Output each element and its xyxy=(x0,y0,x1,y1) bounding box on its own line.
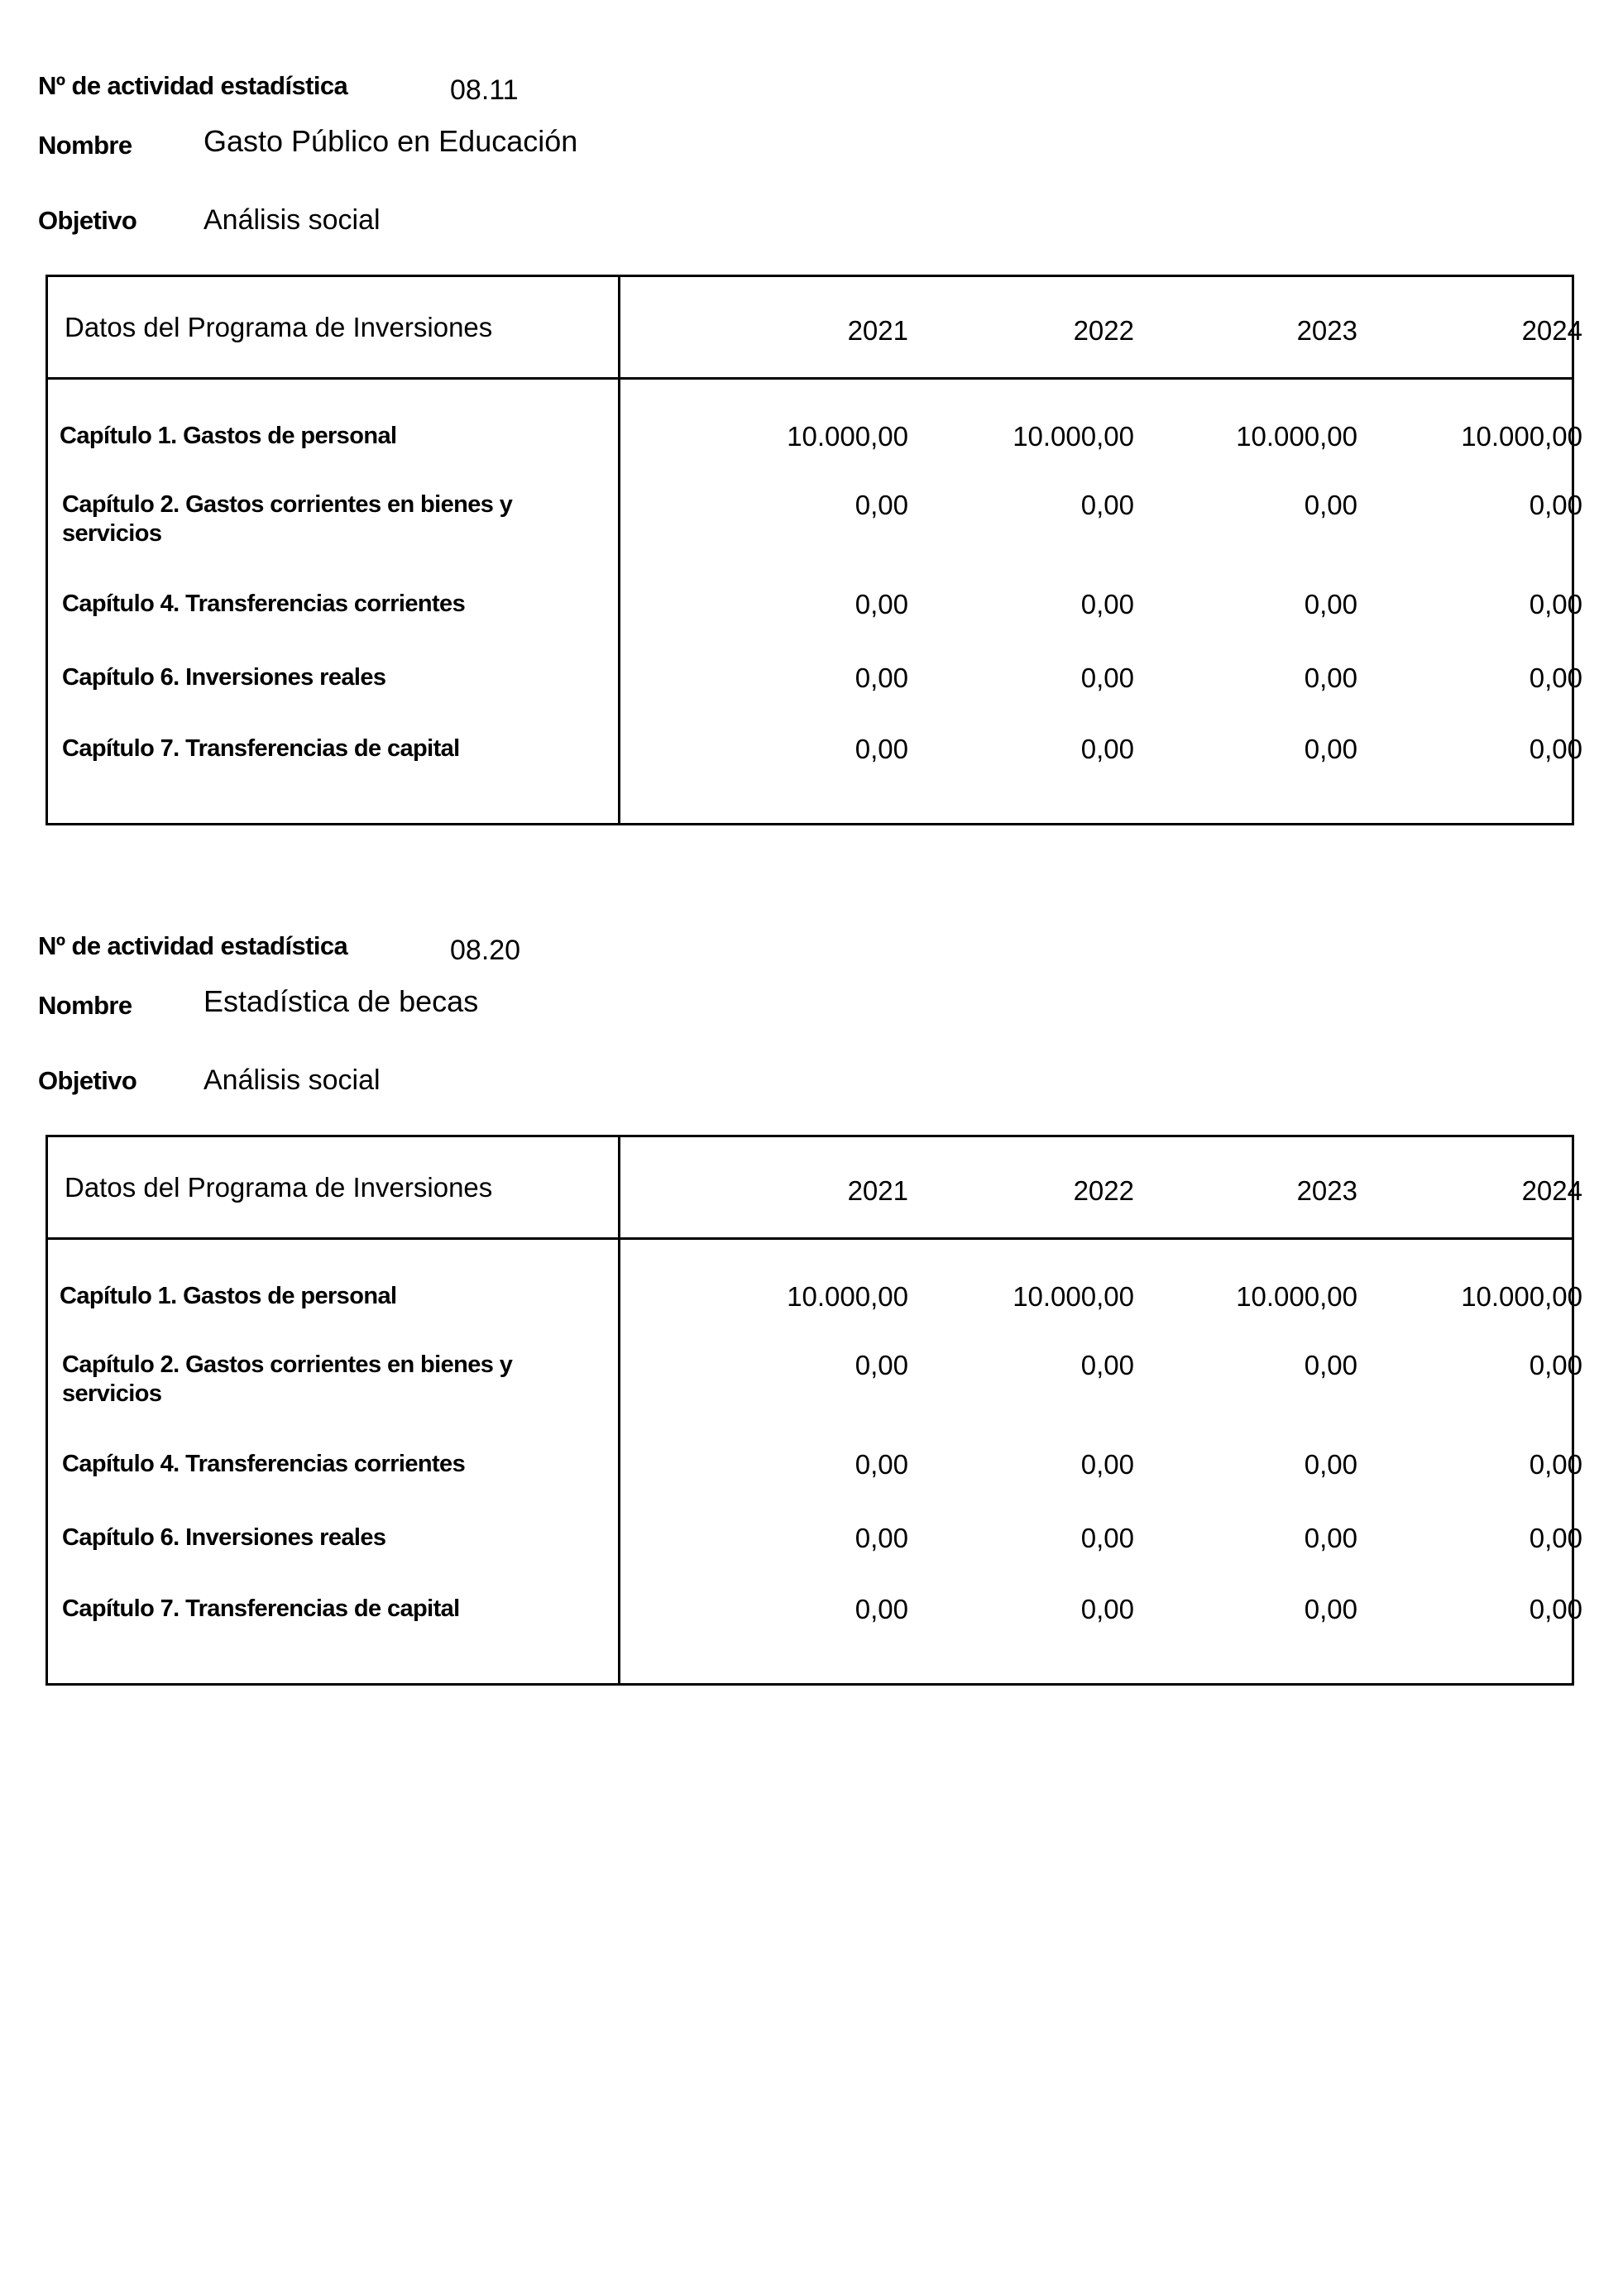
cell-2024: 0,00 xyxy=(1529,662,1582,693)
cell-2022: 0,00 xyxy=(1080,1449,1134,1480)
year-header-2024: 2024 xyxy=(1521,315,1582,346)
cell-2024: 0,00 xyxy=(1529,490,1582,520)
year-header-2022: 2022 xyxy=(1073,1175,1134,1206)
row-label: Capítulo 7. Transferencias de capital xyxy=(62,1595,460,1622)
header-divider xyxy=(48,1237,1572,1240)
year-header-2021: 2021 xyxy=(847,315,908,346)
year-header-2024: 2024 xyxy=(1521,1175,1582,1206)
row-label: Capítulo 7. Transferencias de capital xyxy=(62,735,460,762)
row-label: Capítulo 4. Transferencias corrientes xyxy=(62,591,466,617)
cell-2022: 0,00 xyxy=(1080,1523,1134,1553)
header-divider xyxy=(48,377,1572,380)
cell-2021: 10.000,00 xyxy=(787,421,908,452)
row-label: Capítulo 2. Gastos corrientes en bienes y servicios xyxy=(62,491,513,547)
cell-2024: 10.000,00 xyxy=(1461,1281,1582,1312)
cell-2021: 0,00 xyxy=(855,589,908,619)
year-header-2023: 2023 xyxy=(1296,315,1357,346)
table-row xyxy=(48,1449,1582,1500)
cell-2021: 0,00 xyxy=(855,1523,908,1553)
year-header-2023: 2023 xyxy=(1296,1175,1357,1206)
objective-label: Objetivo xyxy=(38,206,137,235)
cell-2023: 0,00 xyxy=(1304,1523,1357,1553)
cell-2023: 10.000,00 xyxy=(1236,1281,1357,1312)
activity-block-2 xyxy=(0,860,1623,1638)
cell-2022: 0,00 xyxy=(1080,490,1134,520)
table-header-label: Datos del Programa de Inversiones xyxy=(65,1172,493,1203)
cell-2023: 10.000,00 xyxy=(1236,421,1357,452)
row-label: Capítulo 6. Inversiones reales xyxy=(62,1524,386,1551)
row-label: Capítulo 1. Gastos de personal xyxy=(60,423,397,449)
cell-2021: 0,00 xyxy=(855,734,908,764)
table-row xyxy=(48,734,1582,784)
cell-2023: 0,00 xyxy=(1304,734,1357,764)
table-row xyxy=(48,1523,1582,1573)
objective-label: Objetivo xyxy=(38,1066,137,1095)
year-header-2021: 2021 xyxy=(847,1175,908,1206)
cell-2021: 0,00 xyxy=(855,662,908,693)
table-row xyxy=(48,1594,1582,1644)
cell-2021: 0,00 xyxy=(855,1449,908,1480)
row-label: Capítulo 2. Gastos corrientes en bienes y servicios xyxy=(62,1351,513,1407)
table-row xyxy=(48,1281,1582,1332)
cell-2021: 0,00 xyxy=(855,1350,908,1380)
activity-number-value: 08.20 xyxy=(450,935,521,966)
cell-2021: 10.000,00 xyxy=(787,1281,908,1312)
row-label: Capítulo 1. Gastos de personal xyxy=(60,1283,397,1309)
cell-2024: 0,00 xyxy=(1529,1449,1582,1480)
investment-table xyxy=(45,1135,1582,1686)
cell-2023: 0,00 xyxy=(1304,1449,1357,1480)
year-header-2022: 2022 xyxy=(1073,315,1134,346)
cell-2024: 10.000,00 xyxy=(1461,421,1582,452)
name-label: Nombre xyxy=(38,131,132,160)
cell-2022: 0,00 xyxy=(1080,1350,1134,1380)
cell-2021: 0,00 xyxy=(855,1594,908,1624)
name-value: Estadística de becas xyxy=(203,984,479,1018)
table-row xyxy=(48,589,1582,639)
investment-table xyxy=(45,275,1582,825)
cell-2024: 0,00 xyxy=(1529,1594,1582,1624)
activity-block-1 xyxy=(0,0,1623,777)
cell-2021: 0,00 xyxy=(855,490,908,520)
objective-value: Análisis social xyxy=(203,1064,381,1096)
activity-number-value: 08.11 xyxy=(450,74,519,106)
cell-2024: 0,00 xyxy=(1529,589,1582,619)
table-header-label: Datos del Programa de Inversiones xyxy=(65,312,493,342)
cell-2023: 0,00 xyxy=(1304,490,1357,520)
table-row xyxy=(48,421,1582,471)
table-row xyxy=(48,490,1582,552)
cell-2024: 0,00 xyxy=(1529,734,1582,764)
name-label: Nombre xyxy=(38,991,132,1020)
cell-2022: 10.000,00 xyxy=(1013,1281,1134,1312)
cell-2023: 0,00 xyxy=(1304,1350,1357,1380)
objective-value: Análisis social xyxy=(203,204,381,236)
name-value: Gasto Público en Educación xyxy=(203,124,578,158)
cell-2022: 10.000,00 xyxy=(1013,421,1134,452)
table-row xyxy=(48,1350,1582,1413)
cell-2022: 0,00 xyxy=(1080,1594,1134,1624)
cell-2023: 0,00 xyxy=(1304,1594,1357,1624)
cell-2023: 0,00 xyxy=(1304,589,1357,619)
cell-2022: 0,00 xyxy=(1080,734,1134,764)
cell-2024: 0,00 xyxy=(1529,1350,1582,1380)
table-row xyxy=(48,662,1582,713)
row-label: Capítulo 6. Inversiones reales xyxy=(62,664,386,691)
activity-number-label: Nº de actividad estadística xyxy=(38,71,348,100)
cell-2022: 0,00 xyxy=(1080,662,1134,693)
cell-2023: 0,00 xyxy=(1304,662,1357,693)
row-label: Capítulo 4. Transferencias corrientes xyxy=(62,1451,466,1477)
activity-number-label: Nº de actividad estadística xyxy=(38,931,348,960)
cell-2022: 0,00 xyxy=(1080,589,1134,619)
cell-2024: 0,00 xyxy=(1529,1523,1582,1553)
